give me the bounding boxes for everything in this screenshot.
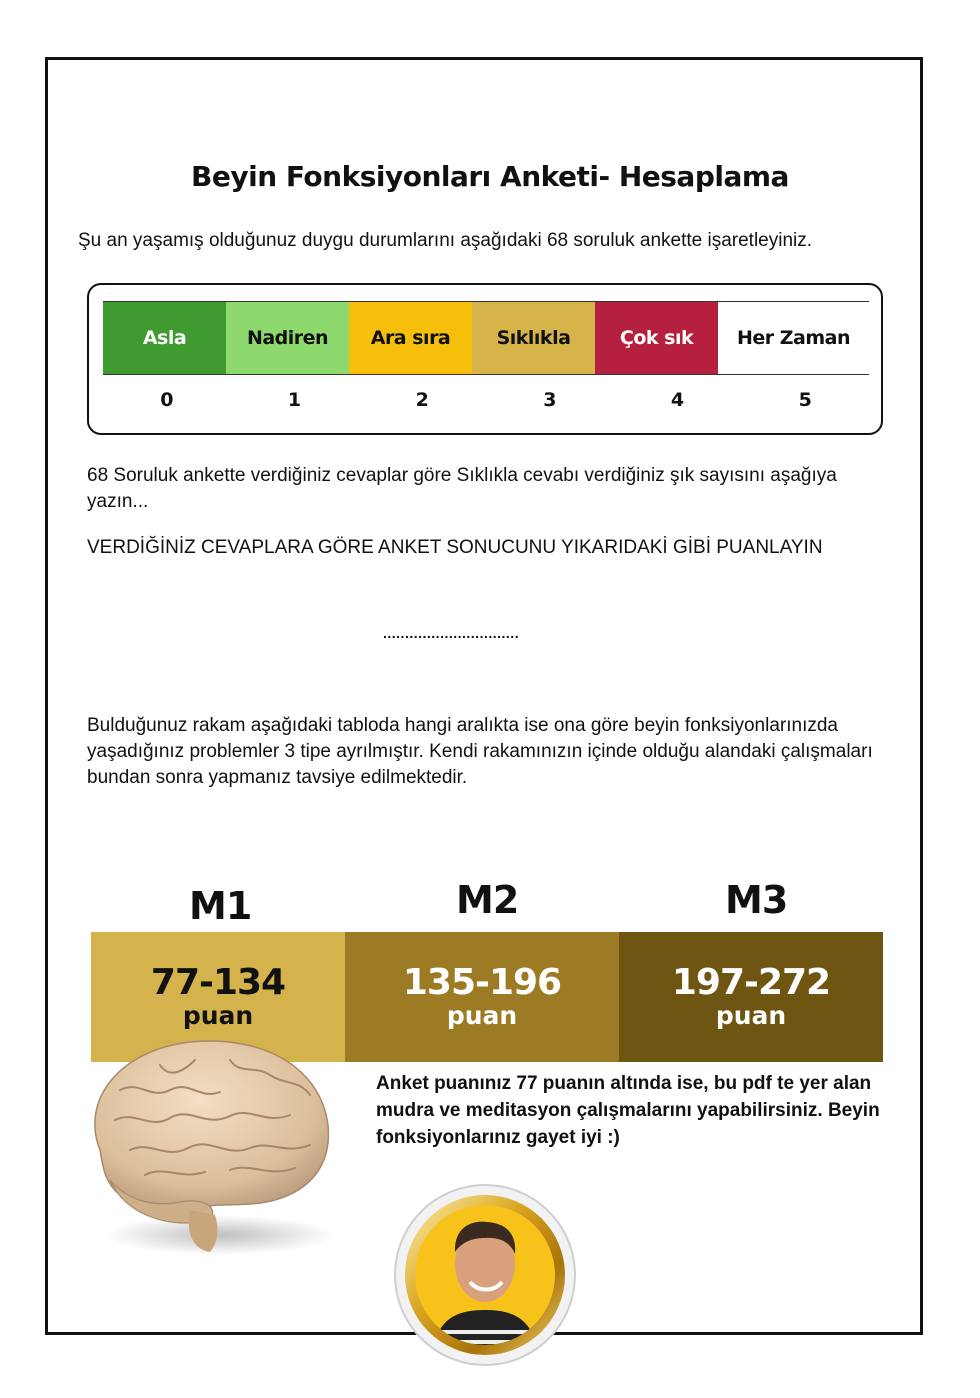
scale-cell-siklikla: Sıklıkla [472,302,595,374]
range-unit: puan [182,1001,254,1030]
scale-cell-her-zaman: Her Zaman [718,302,869,374]
scale-values-row [103,389,869,411]
scale-value: 3 [543,389,557,411]
instruction-paragraph: 68 Soruluk ankette verdiğiniz cevaplar göre Sıklıkla cevabı verdiğiniz şık sayısını aşağıya yazın... [87,465,837,512]
scale-value: 4 [670,389,685,411]
category-label-m1: M1 [189,884,252,928]
scale-value: 2 [415,389,429,411]
scale-cell-cok-sik: Çok sık [595,302,718,374]
category-label-m3: M3 [725,878,788,922]
scale-cell-asla: Asla [103,302,226,374]
low-score-note: Anket puanınız 77 puanın altında ise, bu pdf te yer alan mudra ve meditasyon çalışmalarını yapabilirsiniz. Beyin fonksiyonlarınız gayet iyi :) [376,1073,880,1148]
scale-value: 0 [160,389,174,411]
scoring-instruction: VERDİĞİNİZ CEVAPLARA GÖRE ANKET SONUCUNU YIKARIDAKİ GİBİ PUANLAYIN [87,537,823,558]
range-block-m3 [619,932,883,1062]
range-unit: puan [446,1001,518,1030]
scale-value: 1 [287,389,302,411]
scale-cell-ara-sira: Ara sıra [349,302,472,374]
brain-image [70,1030,340,1260]
explanation-paragraph: Bulduğunuz rakam aşağıdaki tabloda hangi aralıkta ise ona göre beyin fonksiyonlarınızda yaşadığınız problemler 3 tipe ayrılmıştır. Kendi rakamınızın içinde olduğu alandaki çalışmaları bundan sonra yapmanız tavsiye edilmektedir. [87,715,873,788]
range-value: 135-196 [402,962,562,1003]
answer-scale [87,283,883,435]
intro-text: Şu an yaşamış olduğunuz duygu durumlarını aşağıdaki 68 soruluk ankette işaretleyiniz. [78,230,813,251]
range-unit: puan [715,1001,787,1030]
page-title: Beyin Fonksiyonları Anketi- Hesaplama [191,160,789,193]
scale-value: 5 [798,389,812,411]
scale-labels-row [103,301,869,375]
scale-cell-nadiren: Nadiren [226,302,349,374]
author-avatar [392,1182,578,1368]
range-value: 77-134 [150,962,286,1003]
range-block-m2 [345,932,619,1062]
answer-blank-line: ............................... [383,625,520,641]
range-value: 197-272 [671,962,831,1003]
category-label-m2: M2 [456,878,519,922]
